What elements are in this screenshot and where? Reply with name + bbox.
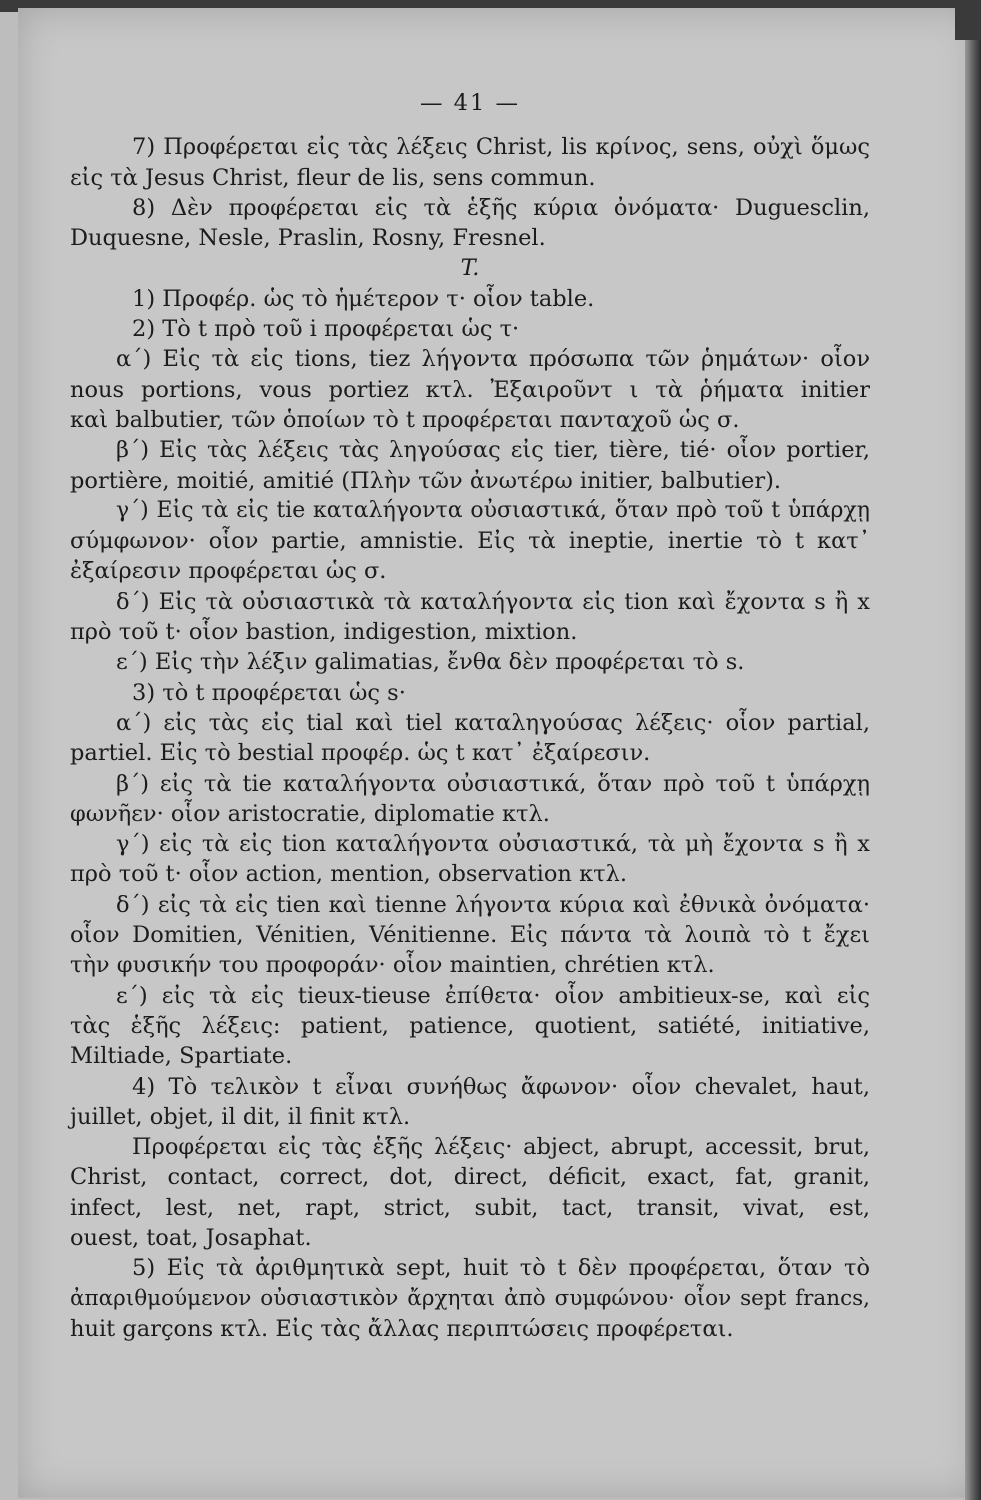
text-line: εἰς τὰ Jesus Christ, fleur de lis, sens commun. [70, 164, 596, 191]
text-line: ἐξαίρεσιν προφέρεται ὡς σ. [70, 558, 387, 585]
text-line: portière, moitié, amitié (Πλὴν τῶν ἀνωτέρω initier, balbutier). [70, 467, 782, 494]
section-heading: T. [460, 255, 480, 282]
text-line: καὶ balbutier, τῶν ὁποίων τὸ t προφέρεται πανταχοῦ ὡς σ. [70, 406, 740, 433]
text-line: 4) Τὸ τελικὸν t εἶναι συνήθως ἄφωνον· οἷον chevalet, haut, [132, 1073, 870, 1100]
text-line: β΄) εἰς τὰ tie καταλήγοντα οὐσιαστικά, ὅταν πρὸ τοῦ t ὑπάρχῃ [116, 770, 870, 797]
text-line: οἷον Domitien, Vénitien, Vénitienne. Εἰς πάντα τὰ λοιπὰ τὸ t ἔχει [70, 922, 870, 949]
text-line: α΄) Εἰς τὰ εἰς tions, tiez λήγοντα πρόσωπα τῶν ῥημάτων· οἷον [116, 346, 870, 373]
text-line: Προφέρεται εἰς τὰς ἑξῆς λέξεις· abject, abrupt, accessit, brut, [132, 1134, 870, 1161]
text-line: 3) τὸ t προφέρεται ὡς s· [132, 679, 406, 706]
text-line: τὰς ἑξῆς λέξεις: patient, patience, quotient, satiété, initiative, [70, 1012, 870, 1039]
text-line: infect, lest, net, rapt, strict, subit, tact, transit, vivat, est, [70, 1194, 870, 1221]
text-line: 2) Τὸ t πρὸ τοῦ i προφέρεται ὡς τ· [132, 316, 520, 343]
text-line: ouest, toat, Josaphat. [70, 1224, 312, 1251]
text-line: huit garçons κτλ. Εἰς τὰς ἄλλας περιπτώσεις προφέρεται. [70, 1315, 734, 1342]
text-line: β΄) Εἰς τὰς λέξεις τὰς ληγούσας εἰς tier, tière, tié· οἷον portier, [116, 437, 870, 464]
text-line: 1) Προφέρ. ὡς τὸ ἡμέτερον τ· οἷον table. [132, 285, 595, 312]
text-line: δ΄) εἰς τὰ εἰς tien καὶ tienne λήγοντα κύρια καὶ ἐθνικὰ ὀνόματα· [116, 891, 870, 918]
text-line: γ΄) Εἰς τὰ εἰς tie καταλήγοντα οὐσιαστικά, ὅταν πρὸ τοῦ t ὑπάρχῃ [116, 497, 870, 523]
text-line: 8) Δὲν προφέρεται εἰς τὰ ἑξῆς κύρια ὀνόματα· Duguesclin, [132, 194, 870, 221]
text-line: Miltiade, Spartiate. [70, 1043, 293, 1070]
text-line: ε΄) εἰς τὰ εἰς tieux-tieuse ἐπίθετα· οἷον ambitieux-se, καὶ εἰς [116, 982, 870, 1009]
page-text [70, 88, 870, 1344]
text-line: πρὸ τοῦ t· οἷον action, mention, observation κτλ. [70, 861, 627, 888]
text-line: σύμφωνον· οἷον partie, amnistie. Εἰς τὰ ineptie, inertie τὸ t κατ᾽ [70, 528, 870, 555]
text-line: γ΄) εἰς τὰ εἰς tion καταλήγοντα οὐσιαστικά, τὰ μὴ ἔχοντα s ἢ x [116, 831, 870, 858]
text-line: ἀπαριθμούμενον οὐσιαστικὸν ἄρχηται ἀπὸ συμφώνου· οἷον sept francs, [70, 1285, 870, 1311]
book-spine [965, 0, 981, 1500]
text-line: 5) Εἰς τὰ ἀριθμητικὰ sept, huit τὸ t δὲν προφέρεται, ὅταν τὸ [132, 1255, 870, 1282]
text-line: α΄) εἰς τὰς εἰς tial καὶ tiel καταληγούσας λέξεις· οἷον partial, [116, 709, 870, 736]
text-line: 7) Προφέρεται εἰς τὰς λέξεις Christ, lis κρίνος, sens, οὐχὶ ὅμως [132, 134, 870, 161]
text-line: ε΄) Εἰς τὴν λέξιν galimatias, ἔνθα δὲν προφέρεται τὸ s. [116, 649, 745, 676]
page-number: — 41 — [420, 90, 520, 116]
text-line: φωνῆεν· οἷον aristocratie, diplomatie κτλ. [70, 800, 550, 827]
text-line: partiel. Εἰς τὸ bestial προφέρ. ὡς t κατ᾽ ἐξαίρεσιν. [70, 740, 651, 767]
text-line: δ΄) Εἰς τὰ οὐσιαστικὰ τὰ καταλήγοντα εἰς tion καὶ ἔχοντα s ἢ x [116, 588, 870, 615]
text-line: nous portions, vous portiez κτλ. Ἐξαιροῦντ ι τὰ ῥήματα initier [70, 376, 870, 403]
text-line: πρὸ τοῦ t· οἷον bastion, indigestion, mixtion. [70, 619, 578, 646]
text-line: Duquesne, Nesle, Praslin, Rosny, Fresnel. [70, 225, 546, 252]
text-line: τὴν φυσικήν του προφοράν· οἷον maintien, chrétien κτλ. [70, 952, 715, 979]
text-line: juillet, objet, il dit, il finit κτλ. [70, 1103, 411, 1130]
page-corner [955, 0, 981, 40]
text-line: Christ, contact, correct, dot, direct, déficit, exact, fat, granit, [70, 1164, 870, 1191]
